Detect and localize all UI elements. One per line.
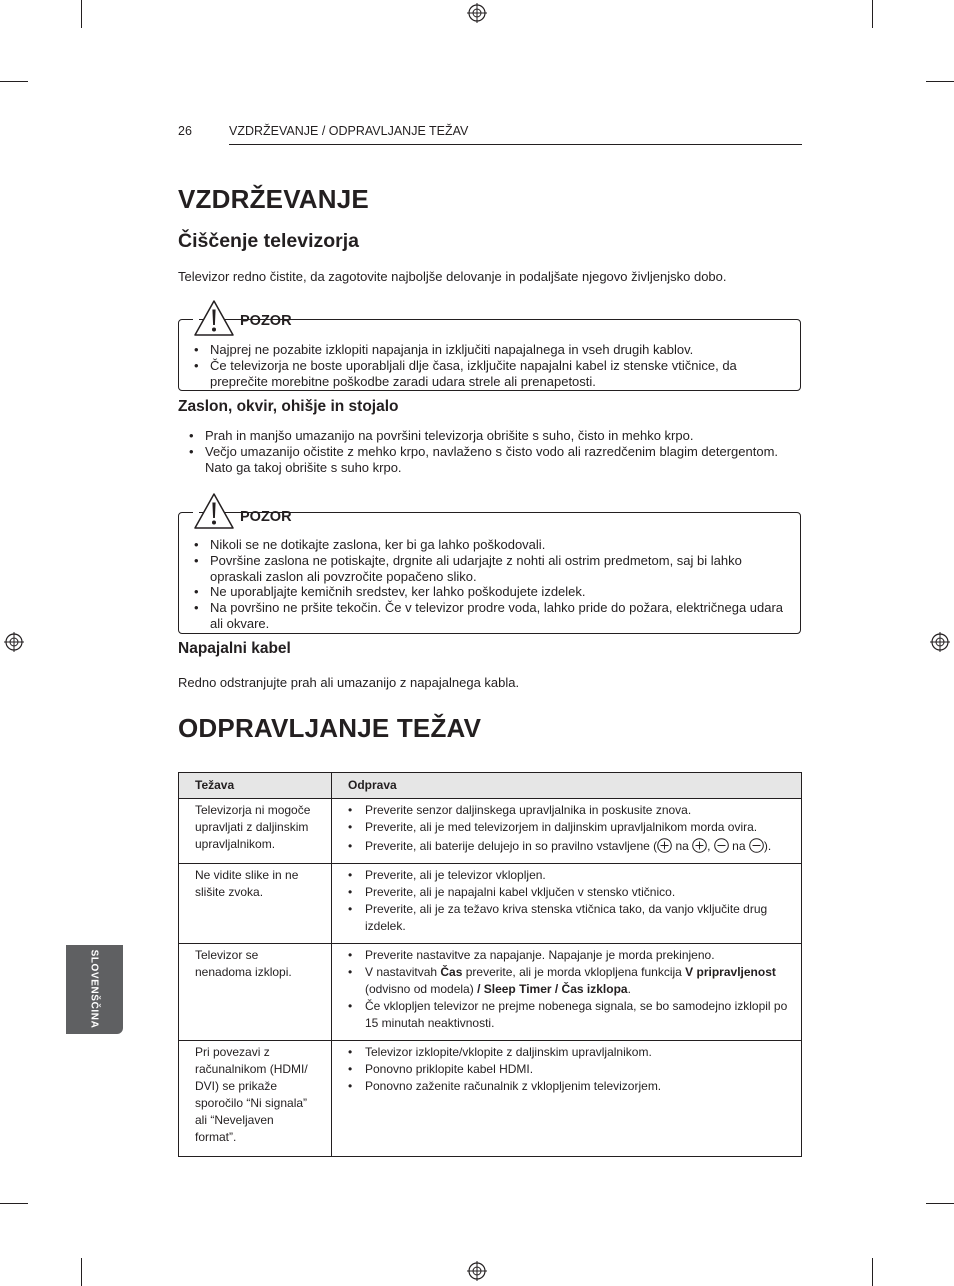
problem-cell: Televizorja ni mogoče upravljati z daljinskim upravljalnikom. bbox=[179, 799, 332, 864]
minus-circle-icon bbox=[714, 838, 729, 853]
solution-cell bbox=[332, 864, 802, 944]
warning-icon bbox=[193, 299, 235, 337]
solution-cell bbox=[332, 944, 802, 1041]
crop-mark bbox=[0, 81, 28, 82]
list-item: • Televizor izklopite/vklopite z daljinskim upravljalnikom. bbox=[348, 1044, 789, 1061]
list-item: • Preverite nastavitve za napajanje. Napajanje je morda prekinjeno. bbox=[348, 947, 789, 964]
timer-text: (odvisno od modela) bbox=[365, 982, 478, 996]
troubleshooting-title: ODPRAVLJANJE TEŽAV bbox=[178, 713, 482, 743]
solution-cell bbox=[332, 799, 802, 864]
running-header: VZDRŽEVANJE / ODPRAVLJANJE TEŽAV bbox=[229, 124, 469, 138]
timer-text: V nastavitvah bbox=[365, 965, 441, 979]
cleaning-intro: Televizor redno čistite, da zagotovite najboljše delovanje in podaljšate njegovo življenjsko dobo. bbox=[178, 269, 727, 284]
list-item bbox=[348, 964, 789, 998]
list-item: • Ponovno zaženite računalnik z vklopljenim televizorjem. bbox=[348, 1078, 789, 1095]
standby-function-name: V pripravljenost bbox=[685, 965, 776, 979]
maintenance-title: VZDRŽEVANJE bbox=[178, 184, 369, 214]
list-item: • Najprej ne pozabite izklopiti napajanja in izključiti napajalnega in vseh drugih kablov. bbox=[194, 342, 789, 358]
plus-circle-icon bbox=[692, 838, 707, 853]
cleaning-title: Čiščenje televizorja bbox=[178, 230, 360, 252]
troubleshooting-table bbox=[178, 772, 802, 1157]
registration-mark-icon bbox=[467, 3, 487, 23]
list-item: • Prah in manjšo umazanijo na površini televizorja obrišite s suho, čisto in mehko krpo. bbox=[189, 428, 801, 444]
screen-care-list bbox=[189, 428, 801, 475]
list-item: • Preverite, ali je med televizorjem in daljinskim upravljalnikom morda ovira. bbox=[348, 819, 789, 836]
list-item: • Preverite, ali je napajalni kabel vključen v stensko vtičnico. bbox=[348, 884, 789, 901]
screen-section-title: Zaslon, okvir, ohišje in stojalo bbox=[178, 398, 399, 415]
crop-mark bbox=[872, 1258, 873, 1286]
power-cable-text: Redno odstranjujte prah ali umazanijo z napajalnega kabla. bbox=[178, 675, 520, 690]
crop-mark bbox=[926, 1203, 954, 1204]
list-item: • Preverite, ali je televizor vklopljen. bbox=[348, 867, 789, 884]
caution-label: POZOR bbox=[240, 313, 292, 329]
table-header-row bbox=[179, 773, 802, 799]
crop-mark bbox=[926, 81, 954, 82]
crop-mark bbox=[0, 1203, 28, 1204]
crop-mark bbox=[872, 0, 873, 28]
battery-text: , bbox=[707, 839, 714, 853]
minus-circle-icon bbox=[749, 838, 764, 853]
battery-text: na bbox=[672, 839, 693, 853]
problem-cell: Ne vidite slike in ne slišite zvoka. bbox=[179, 864, 332, 944]
caution-header bbox=[193, 299, 292, 339]
timer-menu-name: Čas bbox=[440, 965, 463, 979]
list-item: • Nikoli se ne dotikajte zaslona, ker bi ga lahko poškodovali. bbox=[194, 537, 789, 553]
battery-text: Preverite, ali baterije delujejo in so pravilno vstavljene ( bbox=[365, 839, 658, 853]
list-item: • Površine zaslona ne potiskajte, drgnite ali udarjajte z nohti ali ostrim predmetom, saj bi lahko opraskali zaslon ali povzročite popačeno sliko. bbox=[194, 553, 789, 585]
timer-text: preverite, ali je morda vklopljena funkcija bbox=[462, 965, 686, 979]
warning-icon bbox=[193, 492, 235, 530]
caution-label: POZOR bbox=[240, 509, 292, 525]
list-item: • Na površino ne pršite tekočin. Če v televizor prodre voda, lahko pride do požara, električnega udara ali okvare. bbox=[194, 600, 789, 632]
header-rule bbox=[229, 144, 802, 145]
solution-cell bbox=[332, 1041, 802, 1157]
list-item: • Večjo umazanijo očistite z mehko krpo, navlaženo s čisto vodo ali razredčenim blagim detergentom. Nato ga takoj obrišite s suho krpo. bbox=[189, 444, 801, 476]
registration-mark-icon bbox=[467, 1261, 487, 1281]
problem-cell: Pri povezavi z računalnikom (HDMI/ DVI) se prikaže sporočilo “Ni signala” ali “Neveljaven format”. bbox=[179, 1041, 332, 1157]
table-row bbox=[179, 799, 802, 864]
power-cable-title: Napajalni kabel bbox=[178, 640, 291, 657]
table-row bbox=[179, 864, 802, 944]
column-header-solution: Odprava bbox=[332, 773, 802, 799]
list-item: • Ponovno priklopite kabel HDMI. bbox=[348, 1061, 789, 1078]
problem-cell: Televizor se nenadoma izklopi. bbox=[179, 944, 332, 1041]
registration-mark-icon bbox=[930, 632, 950, 652]
crop-mark bbox=[81, 0, 82, 28]
registration-mark-icon bbox=[4, 632, 24, 652]
caution-list bbox=[194, 342, 789, 389]
list-item: • Če televizorja ne boste uporabljali dlje časa, izključite napajalni kabel iz stenske vtičnice, da preprečite morebitne poškodbe zaradi udara strele ali prenapetosti. bbox=[194, 358, 789, 390]
sleep-timer-name: / Sleep Timer / Čas izklopa bbox=[477, 982, 628, 996]
page-number: 26 bbox=[178, 124, 192, 138]
battery-text: ). bbox=[763, 839, 772, 853]
battery-text: na bbox=[728, 839, 749, 853]
table-row bbox=[179, 944, 802, 1041]
list-item: • Preverite senzor daljinskega upravljalnika in poskusite znova. bbox=[348, 802, 789, 819]
list-item: • Ne uporabljajte kemičnih sredstev, ker lahko poškodujete izdelek. bbox=[194, 584, 789, 600]
language-tab-label: SLOVENŠČINA bbox=[88, 949, 100, 1029]
caution-list bbox=[194, 537, 789, 632]
caution-header bbox=[193, 492, 292, 532]
list-item bbox=[348, 838, 789, 855]
column-header-problem: Težava bbox=[179, 773, 332, 799]
language-tab bbox=[66, 945, 123, 1034]
table-row bbox=[179, 1041, 802, 1157]
timer-text: . bbox=[627, 982, 631, 996]
list-item: • Preverite, ali je za težavo kriva stenska vtičnica tako, da vanjo vključite drug izdelek. bbox=[348, 901, 789, 935]
crop-mark bbox=[81, 1258, 82, 1286]
plus-circle-icon bbox=[657, 838, 672, 853]
list-item: • Če vklopljen televizor ne prejme nobenega signala, se bo samodejno izklopil po 15 minutah neaktivnosti. bbox=[348, 998, 789, 1032]
